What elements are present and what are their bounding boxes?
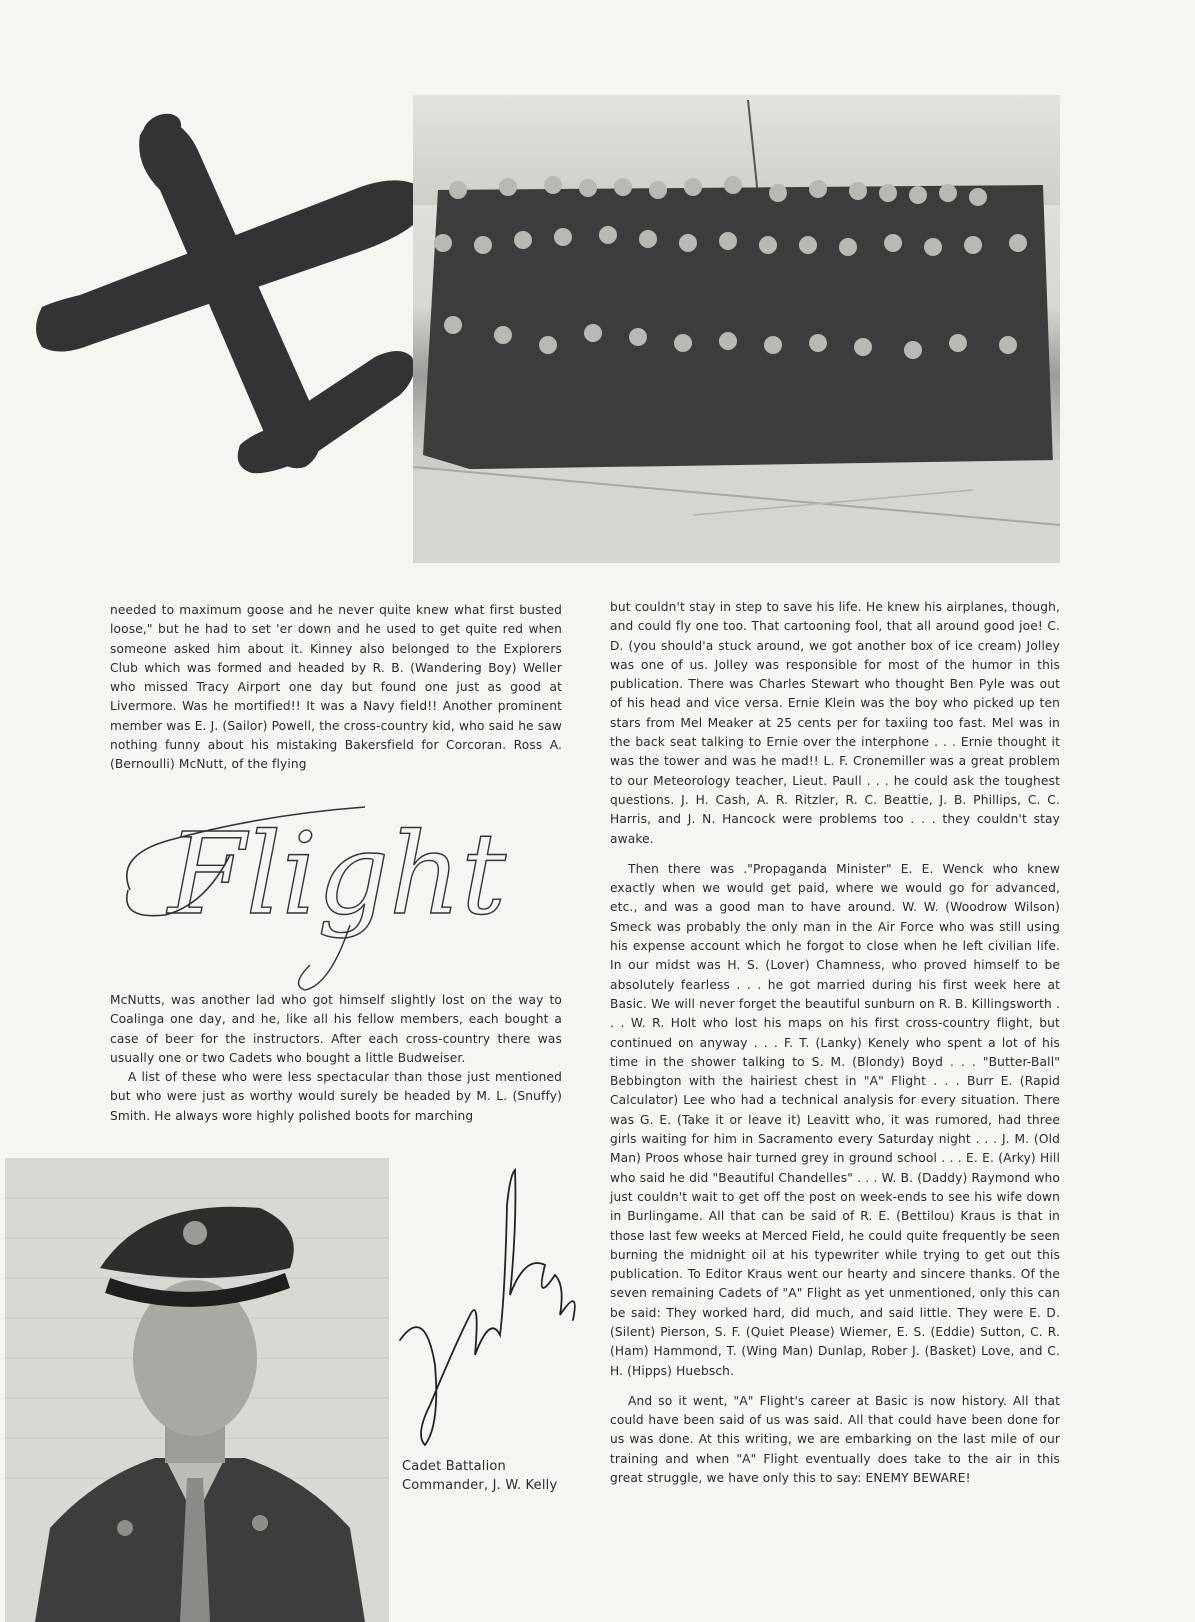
flight-script-heading <box>110 795 550 1000</box>
group-photo-figures <box>413 95 1060 563</box>
commander-portrait-photo <box>5 1158 389 1622</box>
right-column-text <box>610 598 1060 1496</box>
portrait-figure <box>5 1158 389 1622</box>
paragraph: McNutts, was another lad who got himself slightly lost on the way to Coalinga one day, and he, like all his fellow members, each bought a case of beer for the instructors. After each cross-country there was usually one or two Cadets who bought a little Budweiser. <box>110 993 562 1065</box>
left-column-top-text <box>110 601 562 783</box>
portrait-caption <box>402 1457 602 1495</box>
caption-line-2: Commander, J. W. Kelly <box>402 1478 558 1493</box>
paragraph: needed to maximum goose and he never quite knew what first busted loose," but he had to set 'er down and he used to get quite red when someone asked him about it. Kinney also belonged to the Explorers Club which was formed and headed by R. B. (Wandering Boy) Weller who missed Tracy Airport one day but found one just as good at Livermore. Was he mortified!! It was a Navy field!! Another prominent member was E. J. (Sailor) Powell, the cross-country kid, who said he saw nothing funny about his mistaking Bakersfield for Corcoran. Ross A. (Bernoulli) McNutt, of the flying <box>110 603 562 772</box>
left-column-bottom-text <box>110 991 562 1134</box>
caption-line-1: Cadet Battalion <box>402 1459 506 1474</box>
signature-image <box>395 1165 595 1465</box>
flight-title: Flight <box>168 810 507 940</box>
paragraph: but couldn't stay in step to save his life. He knew his airplanes, though, and could fly one too. That cartooning fool, that all around good joe! C. D. (you should'a stuck around, we got another box of ice cream) Jolley was one of us. Jolley was responsible for most of the humor in this publication. There was Charles Stewart who thought Ben Pyle was out of his head and vice versa. Ernie Klein was the boy who picked up ten stars from Mel Meaker at 25 cents per for taxiing too fast. Mel was in the back seat talking to Ernie over the interphone . . . Ernie thought it was the tower and was he mad!! L. F. Cronemiller was a great problem to our Meteorology teacher, Lieut. Paull . . . he could ask the toughest questions. J. H. Cash, A. R. Ritzler, R. C. Beattie, J. B. Phillips, C. C. Harris, and J. N. Hancock were problems too . . . they couldn't stay awake. <box>610 600 1060 846</box>
airplane-silhouette-icon <box>20 95 440 490</box>
group-photo <box>413 95 1060 563</box>
paragraph: A list of these who were less spectacular than those just mentioned but who were just as worthy would surely be headed by M. L. (Snuffy) Smith. He always wore highly polished boots for marching <box>110 1070 562 1123</box>
paragraph: Then there was ."Propaganda Minister" E. E. Wenck who knew exactly when we would get paid, where we would go for advanced, etc., and was a good man to have around. W. W. (Woodrow Wilson) Smeck was probably the only man in the Air Force who was still using his expense account which he forgot to close when he left civilian life. In our midst was H. S. (Lover) Chamness, who proved himself to be absolutely fearless . . . he got married during his first week here at Basic. We will never forget the beautiful sunburn on R. B. Killingsworth . . . W. R. Holt who lost his maps on his first cross-country flight, but continued on anyway . . . F. T. (Lanky) Kenely who spent a lot of his time in the shower talking to S. M. (Blondy) Boyd . . . "Butter-Ball" Bebbington with the hairiest chest in "A" Flight . . . Burr E. (Rapid Calculator) Lee who had a technical analysis for every situation. There was G. E. (Take it or leave it) Leavitt who, it was rumored, had three girls waiting for him in Sacramento every Saturday night . . . J. M. (Old Man) Proos whose hair turned grey in ground school . . . E. E. (Arky) Hill who said he did "Beautiful Chandelles" . . . W. B. (Daddy) Raymond who just couldn't wait to get off the post on week-ends to see his wife down in Burlingame. All that can be said of R. E. (Bettilou) Kraus is that in those last few weeks at Merced Field, he could quite frequently be seen burning the midnight oil at his typewriter while trying to get out this publication. To Editor Kraus went our hearty and sincere thanks. Of the seven remaining Cadets of "A" Flight as yet unmentioned, only this can be said: They worked hard, did much, and said little. They were E. D. (Silent) Pierson, S. F. (Quiet Please) Wiemer, E. S. (Eddie) Sutton, C. R. (Ham) Hammond, T. (Wing Man) Dunlap, Rober J. (Basket) Love, and C. H. (Hipps) Huebsch. <box>610 861 1060 1378</box>
paragraph: And so it went, "A" Flight's career at Basic is now history. All that could have been said of us was said. All that could have been done for us was done. At this writing, we are embarking on the last mile of our training and when "A" Flight eventually does take to the air in this great struggle, we have only this to say: ENEMY BEWARE! <box>610 1393 1060 1486</box>
